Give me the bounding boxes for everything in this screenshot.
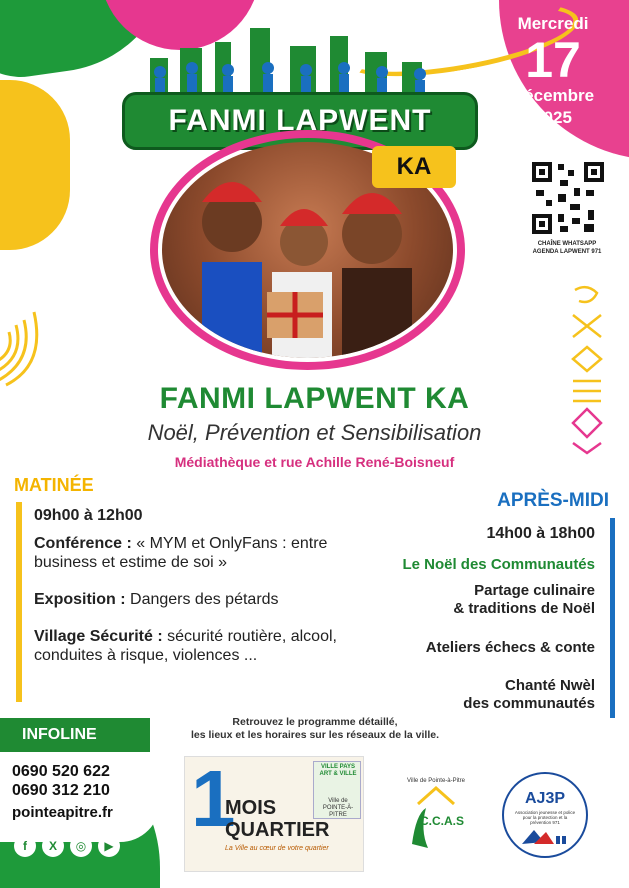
ville-badge-bottom: Ville de POINTE-À-PITRE [322, 798, 354, 818]
qr-caption [510, 240, 624, 256]
matinee-item-village [34, 627, 364, 665]
facebook-icon[interactable]: f [14, 835, 36, 857]
aj3p-emblem-icon [520, 824, 570, 850]
apres-midi-item-chante [463, 677, 595, 713]
matinee-item-conference [34, 534, 364, 572]
phone-number[interactable]: 0690 520 622 [12, 763, 110, 780]
ville-badge-top: VILLE PAYS ART & VILLE [319, 764, 357, 777]
infoline-heading: INFOLINE [0, 718, 150, 752]
programme-note [160, 716, 470, 742]
mq-tagline: La Ville au cœur de votre quartier [225, 845, 329, 852]
programme-note-line2: les lieux et les horaires sur les réseaux de la ville. [190, 729, 440, 741]
phone-number[interactable]: 0690 312 210 [12, 782, 110, 799]
banner-title: FANMI LAPWENT [168, 104, 432, 137]
item-desc: Dangers des pétards [125, 591, 279, 608]
apres-midi-item-partage [453, 582, 595, 618]
ccas-top-text: Ville de Pointe-à-Pitre [407, 778, 465, 784]
item-name: Village Sécurité : [34, 628, 163, 645]
website-link[interactable]: pointeapitre.fr [12, 804, 113, 821]
item-desc: sécurité routière, alcool, conduites à risque, violences ... [34, 628, 337, 664]
ccas-text: C.C.A.S [420, 814, 465, 828]
event-day: 17 [525, 32, 581, 88]
item-desc: « MYM et OnlyFans : entre business et estime de soi » [34, 535, 328, 571]
apres-midi-theme: Le Noël des Communautés [402, 556, 595, 573]
mq-number: 1 [191, 754, 236, 843]
matinee-divider [16, 502, 22, 702]
apres-midi-item-ateliers [426, 639, 595, 657]
programme-note-line1: Retrouvez le programme détaillé, [232, 716, 398, 728]
qr-caption-line1: CHAÎNE WHATSAPP [537, 241, 597, 247]
matinee-heading: MATINÉE [14, 475, 94, 495]
aj3p-subtitle: Association jeunesse et police pour la protection et la prévention 971 [514, 810, 576, 825]
qr-caption-line2: AGENDA LAPWENT 971 [532, 249, 602, 255]
mois-quartier-logo [184, 756, 364, 872]
matinee-time: 09h00 à 12h00 [34, 507, 143, 524]
x-icon[interactable]: X [42, 835, 64, 857]
event-month: Décembre [511, 86, 595, 105]
item-line2: des communautés [463, 695, 595, 712]
item-line2: & traditions de Noël [453, 600, 595, 617]
aj3p-name: AJ3P [524, 790, 566, 807]
main-title: FANMI LAPWENT KA [159, 382, 470, 415]
item-name: Exposition : [34, 591, 126, 608]
yellow-blob-decoration [0, 80, 70, 250]
city-skyline-icon [140, 28, 450, 98]
item-line1: Ateliers échecs & conte [425, 639, 595, 656]
ka-badge: KA [372, 146, 456, 188]
item-name: Conférence : [34, 535, 132, 552]
fingerprint-icon [0, 300, 54, 390]
venue: Médiathèque et rue Achille René-Boisneuf [174, 454, 455, 470]
event-weekday: Mercredi [517, 14, 589, 33]
social-links [14, 835, 120, 857]
subtitle: Noël, Prévention et Sensibilisation [147, 420, 482, 445]
ccas-logo [398, 774, 474, 854]
event-date [493, 14, 613, 128]
matinee-item-exposition [34, 590, 364, 609]
apres-midi-heading: APRÈS-MIDI [497, 490, 609, 511]
aj3p-logo [502, 772, 588, 858]
mq-mois: MOIS [225, 797, 277, 819]
item-line1: Partage culinaire [474, 582, 595, 599]
item-line1: Chanté Nwèl [504, 677, 595, 694]
instagram-icon[interactable]: ◎ [70, 835, 92, 857]
ville-badge [313, 761, 361, 819]
qr-code-icon[interactable] [530, 160, 606, 236]
apres-midi-divider [610, 518, 615, 718]
youtube-icon[interactable]: ▶ [98, 835, 120, 857]
apres-midi-time: 14h00 à 18h00 [486, 525, 595, 542]
event-year: 2025 [534, 108, 572, 127]
mq-quartier: QUARTIER [225, 819, 330, 841]
